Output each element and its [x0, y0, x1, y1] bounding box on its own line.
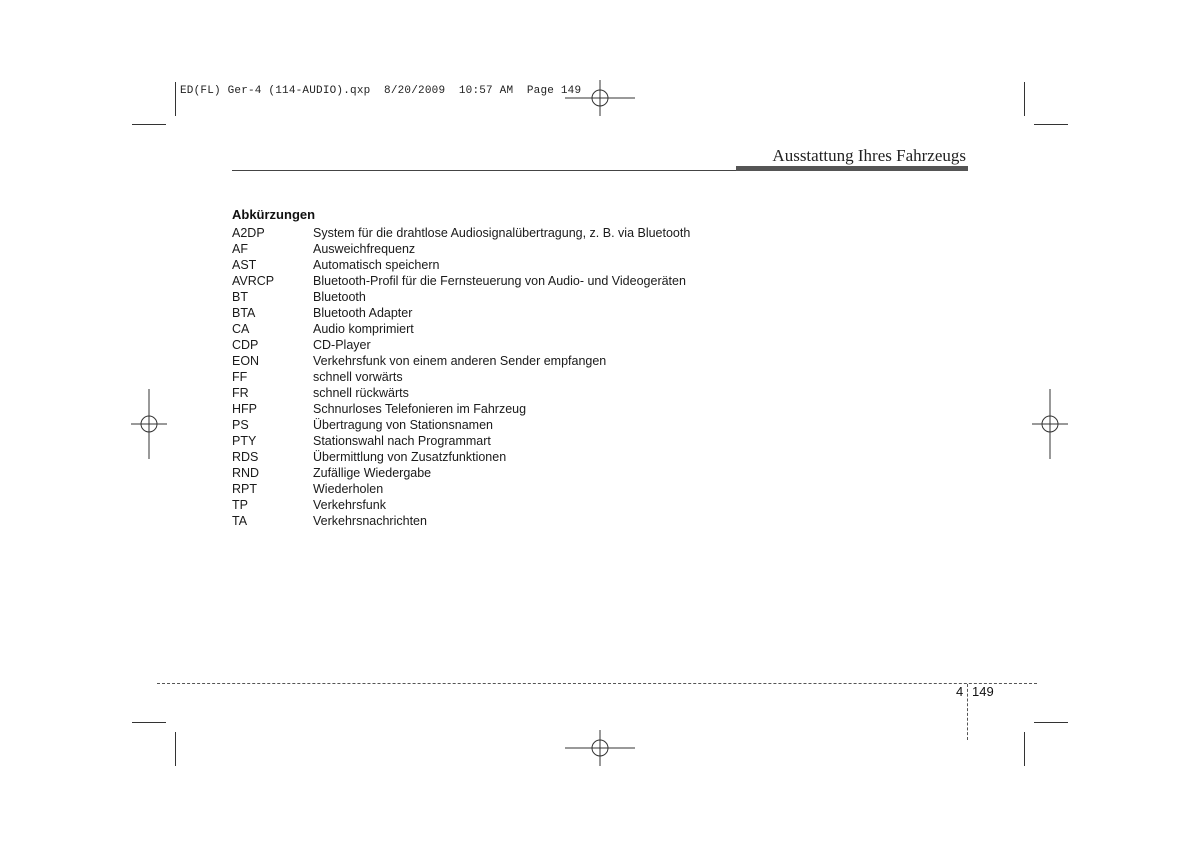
- list-item: [232, 241, 690, 257]
- abbreviation-meaning: Verkehrsnachrichten: [313, 514, 427, 528]
- abbreviation-meaning: CD-Player: [313, 338, 371, 352]
- page-heading: Abkürzungen: [232, 207, 316, 222]
- registration-mark-icon: [131, 389, 167, 459]
- list-item: [232, 433, 690, 449]
- list-item: [232, 481, 690, 497]
- list-item: [232, 449, 690, 465]
- abbreviation-meaning: Verkehrsfunk von einem anderen Sender empfangen: [313, 354, 607, 368]
- abbreviation: HFP: [232, 402, 257, 416]
- crop-mark: [1024, 82, 1025, 116]
- page-number: 149: [972, 684, 994, 699]
- abbreviation-meaning: Übermittlung von Zusatzfunktionen: [313, 450, 507, 464]
- crop-mark: [175, 82, 176, 116]
- crop-mark: [132, 722, 166, 723]
- abbreviation: FR: [232, 386, 249, 400]
- abbreviation: AF: [232, 242, 248, 256]
- abbreviation: RDS: [232, 450, 259, 464]
- abbreviation: CA: [232, 322, 250, 336]
- list-item: [232, 513, 690, 529]
- crop-mark: [175, 732, 176, 766]
- list-item: [232, 401, 690, 417]
- abbreviation-meaning: System für die drahtlose Audiosignalübertragung, z. B. via Bluetooth: [313, 226, 691, 240]
- abbreviation: AST: [232, 258, 257, 272]
- abbreviation-meaning: Wiederholen: [313, 482, 384, 496]
- abbreviation: PS: [232, 418, 249, 432]
- list-item: [232, 385, 690, 401]
- abbreviation-meaning: Ausweichfrequenz: [313, 242, 416, 256]
- registration-mark-icon: [565, 730, 635, 766]
- list-item: [232, 289, 690, 305]
- abbreviation-meaning: Zufällige Wiedergabe: [313, 466, 432, 480]
- list-item: [232, 225, 690, 241]
- list-item: [232, 417, 690, 433]
- abbreviation-meaning: Übertragung von Stationsnamen: [313, 418, 493, 432]
- footer-rule: [157, 683, 1037, 684]
- list-item: [232, 257, 690, 273]
- footer-divider: [967, 684, 968, 740]
- abbreviation-meaning: schnell vorwärts: [313, 370, 403, 384]
- abbreviation-meaning: Stationswahl nach Programmart: [313, 434, 491, 448]
- abbreviation: BTA: [232, 306, 256, 320]
- abbreviation: TA: [232, 514, 248, 528]
- abbreviation-meaning: Bluetooth-Profil für die Fernsteuerung von Audio- und Videogeräten: [313, 274, 686, 288]
- registration-mark-icon: [1032, 389, 1068, 459]
- abbreviation: TP: [232, 498, 248, 512]
- list-item: [232, 465, 690, 481]
- abbreviation: BT: [232, 290, 248, 304]
- crop-mark: [1024, 732, 1025, 766]
- list-item: [232, 273, 690, 289]
- abbreviation-meaning: Automatisch speichern: [313, 258, 440, 272]
- section-title: Ausstattung Ihres Fahrzeugs: [772, 146, 966, 165]
- abbreviation-meaning: Bluetooth: [313, 290, 366, 304]
- list-item: [232, 305, 690, 321]
- abbreviation: A2DP: [232, 226, 265, 240]
- abbreviation: CDP: [232, 338, 259, 352]
- abbreviation-meaning: Audio komprimiert: [313, 322, 414, 336]
- abbreviation-list: [232, 225, 690, 529]
- crop-mark: [1034, 124, 1068, 125]
- abbreviation: RPT: [232, 482, 257, 496]
- list-item: [232, 369, 690, 385]
- print-slug: ED(FL) Ger-4 (114-AUDIO).qxp 8/20/2009 10:57 AM Page 149: [180, 85, 582, 97]
- chapter-number: 4: [956, 684, 964, 699]
- crop-mark: [132, 124, 166, 125]
- registration-mark-icon: [565, 80, 635, 116]
- list-item: [232, 497, 690, 513]
- list-item: [232, 337, 690, 353]
- abbreviation-meaning: schnell rückwärts: [313, 386, 409, 400]
- abbreviation-meaning: Schnurloses Telefonieren im Fahrzeug: [313, 402, 527, 416]
- abbreviation: AVRCP: [232, 274, 275, 288]
- header-accent-bar: [736, 166, 968, 171]
- abbreviation-meaning: Verkehrsfunk: [313, 498, 386, 512]
- abbreviation: EON: [232, 354, 260, 368]
- abbreviation-meaning: Bluetooth Adapter: [313, 306, 413, 320]
- list-item: [232, 353, 690, 369]
- crop-mark: [1034, 722, 1068, 723]
- abbreviation: PTY: [232, 434, 257, 448]
- abbreviation: RND: [232, 466, 260, 480]
- list-item: [232, 321, 690, 337]
- abbreviation: FF: [232, 370, 248, 384]
